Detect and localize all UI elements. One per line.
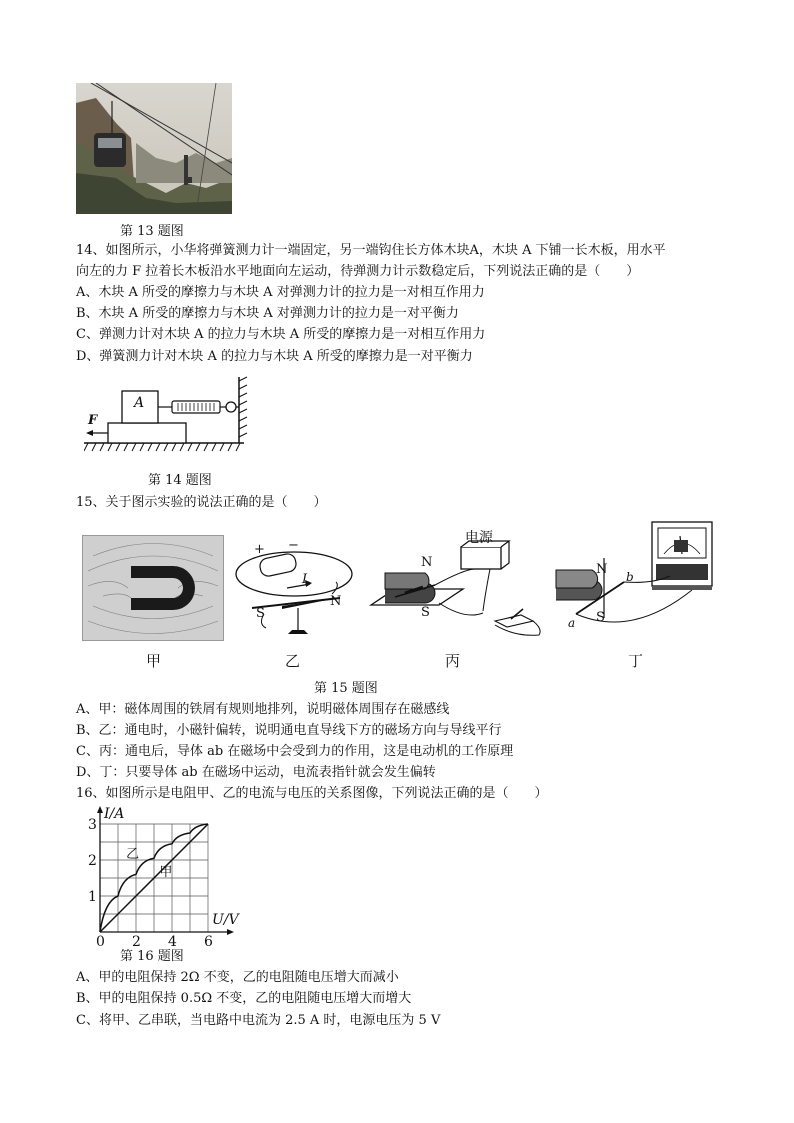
q15-option-b: B、乙：通电时，小磁针偏转，说明通电直导线下方的磁场方向与导线平行	[76, 723, 502, 738]
current-i-label: I	[302, 572, 308, 587]
block-a-label: A	[134, 395, 145, 411]
q14-option-a: A、木块 A 所受的摩擦力与木块 A 对弹测力计的拉力是一对相互作用力	[76, 285, 485, 300]
bing-n-label: N	[421, 555, 433, 570]
cable-car-photo	[76, 83, 232, 214]
x-tick-label: 6	[204, 934, 213, 946]
q13-caption: 第 13 题图	[120, 224, 184, 239]
yi-s-label: S	[256, 606, 265, 621]
series-label-yi: 乙	[126, 847, 140, 863]
chart-text	[88, 806, 241, 946]
battery-plus: +	[254, 542, 265, 557]
q16-option-c: C、将甲、乙串联，当电路中电流为 2.5 A 时，电源电压为 5 V	[76, 1013, 441, 1028]
q16-option-b: B、甲的电阻保持 0.5Ω 不变，乙的电阻随电压增大而增大	[76, 991, 412, 1006]
figure-jia-iron-filings	[82, 535, 224, 641]
bing-s-label: S	[421, 605, 430, 620]
ding-n-label: N	[596, 562, 608, 577]
iu-graph	[86, 806, 246, 946]
battery-minus: −	[288, 538, 299, 553]
figure-yi-oersted	[232, 536, 357, 640]
y-axis-arrow	[97, 806, 103, 813]
x-tick-label: 0	[96, 934, 105, 946]
q14-stem-line2: 向左的力 F 拉着长木板沿水平地面向左运动，待弹测力计示数稳定后，下列说法正确的是（ ）	[76, 264, 640, 279]
q14-figure	[84, 375, 254, 457]
force-f-label: F	[88, 413, 98, 428]
ding-s-label: S	[596, 610, 605, 625]
q15-option-d: D、丁：只要导体 ab 在磁场中运动，电流表指针就会发生偏转	[76, 765, 436, 780]
figure-bing-motor	[365, 525, 545, 640]
q15-stem: 15、关于图示实验的说法正确的是（ ）	[76, 495, 327, 510]
q14-option-d: D、弹簧测力计对木块 A 的拉力与木块 A 所受的摩擦力是一对平衡力	[76, 349, 473, 364]
q15-option-c: C、丙：通电后，导体 ab 在磁场中会受到力的作用，这是电动机的工作原理	[76, 744, 514, 759]
spring-scale-setup-diagram	[84, 375, 254, 457]
label-ding: 丁	[628, 652, 644, 670]
figure-ding-generator	[552, 518, 718, 640]
q14-stem-line1: 14、如图所示，小华将弹簧测力计一端固定，另一端钩住长方体木块A，木块 A 下铺一长木板，用水平	[76, 243, 666, 258]
ding-b-label: b	[626, 570, 634, 584]
label-bing: 丙	[445, 652, 461, 670]
series-label-jia: 甲	[159, 865, 173, 881]
yi-n-label: N	[330, 594, 342, 609]
x-tick-label: 2	[132, 934, 141, 946]
q14-caption: 第 14 题图	[148, 473, 212, 488]
q15-option-a: A、甲：磁体周围的铁屑有规则地排列，说明磁体周围存在磁感线	[76, 702, 450, 717]
label-yi: 乙	[285, 652, 301, 670]
power-label: 电源	[465, 530, 493, 546]
q14-option-c: C、弹测力计对木块 A 的拉力与木块 A 所受的摩擦力是一对相互作用力	[76, 327, 486, 342]
q16-chart	[86, 806, 246, 946]
q16-stem: 16、如图所示是电阻甲、乙的电流与电压的关系图像，下列说法正确的是（ ）	[76, 786, 548, 801]
y-tick-label: 1	[88, 889, 97, 905]
q15-caption: 第 15 题图	[314, 681, 378, 696]
label-jia: 甲	[146, 652, 162, 670]
q14-option-b: B、木块 A 所受的摩擦力与木块 A 对弹测力计的拉力是一对平衡力	[76, 306, 459, 321]
x-tick-label: 4	[168, 934, 177, 946]
q16-option-a: A、甲的电阻保持 2Ω 不变，乙的电阻随电压增大而减小	[76, 970, 399, 985]
y-tick-label: 2	[88, 853, 97, 869]
y-axis-title: I/A	[104, 806, 125, 822]
x-axis-arrow	[227, 929, 234, 935]
q16-caption: 第 16 题图	[120, 949, 184, 964]
y-tick-label: 3	[88, 817, 97, 833]
x-axis-title: U/V	[212, 912, 239, 928]
ding-a-label: a	[568, 616, 576, 630]
